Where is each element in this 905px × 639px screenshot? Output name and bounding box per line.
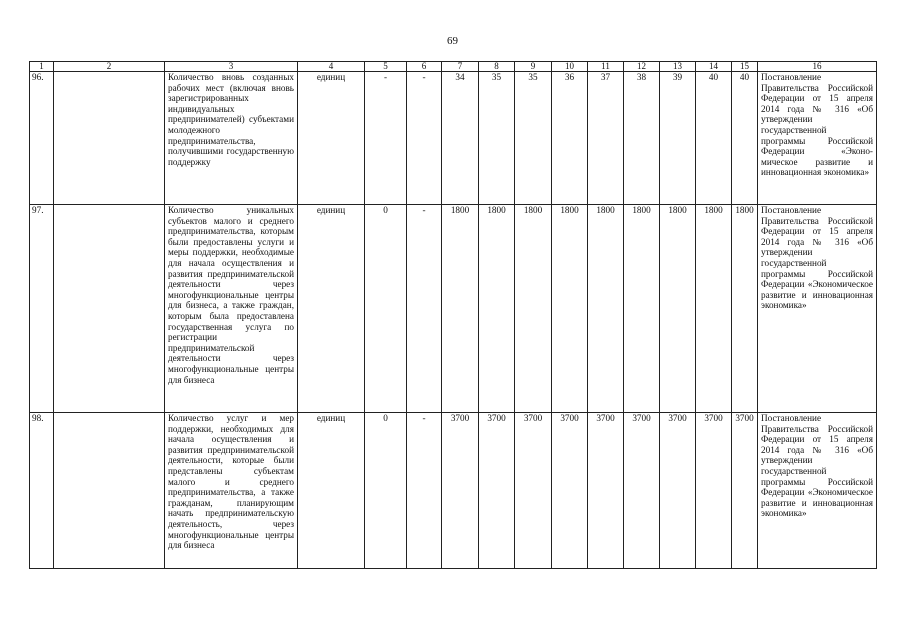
header-cell: 13 [660,62,696,72]
unit-cell: единиц [298,205,365,413]
value-cell: 1800 [588,205,624,413]
value-cell: 1800 [479,205,515,413]
table-header-row [30,62,877,72]
row-col2 [54,205,165,413]
value-cell: 3700 [479,413,515,569]
header-cell: 11 [588,62,624,72]
value-cell: 35 [479,72,515,205]
header-cell: 4 [298,62,365,72]
row-col2 [54,72,165,205]
source-document: Постановление Правительства Российской Федерации от 15 апреля 2014 года № 316 «Об утверждении государственной программы Российской Федерации «Экономическое развитие и инновационная экономика» [758,413,877,569]
value-cell: 3700 [552,413,588,569]
header-cell: 7 [442,62,479,72]
value-cell: 34 [442,72,479,205]
value-cell: 37 [588,72,624,205]
page-number: 69 [447,35,458,47]
value-cell: 35 [515,72,552,205]
value-cell: 38 [624,72,660,205]
table-row [30,413,877,569]
value-cell: 0 [365,413,407,569]
value-cell: 3700 [442,413,479,569]
indicator-name: Количество услуг и мер поддержки, необходимых для начала осуществления и развития предпринимательской деятельности, которые были представлены субъектам малого и среднего предпринимательства, а также гражданам, планирующим начать предпринимательскую деятельность, через многофункциональные центры для бизнеса [165,413,298,569]
value-cell: 1800 [732,205,758,413]
value-cell: 1800 [442,205,479,413]
value-cell: 40 [732,72,758,205]
header-cell: 15 [732,62,758,72]
value-cell: - [407,205,442,413]
header-cell: 6 [407,62,442,72]
value-cell: 3700 [588,413,624,569]
value-cell: - [407,413,442,569]
value-cell: 1800 [624,205,660,413]
header-cell: 12 [624,62,660,72]
header-cell: 1 [30,62,54,72]
value-cell: 3700 [624,413,660,569]
value-cell: 40 [696,72,732,205]
value-cell: 36 [552,72,588,205]
header-cell: 2 [54,62,165,72]
value-cell: 1800 [696,205,732,413]
indicator-name: Количество уникальных субъектов малого и среднего предпринимательства, которым были предоставлены услуги и меры поддержки, необходимые для начала осуществления и развития предпринимательской деятельности через многофункциональные центры для бизнеса, а также граждан, которым была предоставлена государственная услуга по регистрации предпринимательской деятельности через многофункциональные центры для бизнеса [165,205,298,413]
unit-cell: единиц [298,72,365,205]
row-col2 [54,413,165,569]
indicator-name: Количество вновь созданных рабочих мест (включая вновь зарегистрированных индивидуальных предпринимателей) субъектами молодежного предпринимательства, получившими государственную поддержку [165,72,298,205]
value-cell: - [407,72,442,205]
value-cell: 3700 [660,413,696,569]
indicators-table [29,61,877,569]
header-cell: 9 [515,62,552,72]
header-cell: 3 [165,62,298,72]
source-document: Постановление Правительства Российской Федерации от 15 апреля 2014 года № 316 «Об утверждении государственной программы Российской Федерации «Экономическое развитие и инновационная экономика» [758,205,877,413]
header-cell: 10 [552,62,588,72]
header-cell: 5 [365,62,407,72]
value-cell: - [365,72,407,205]
value-cell: 3700 [732,413,758,569]
table-row [30,205,877,413]
value-cell: 39 [660,72,696,205]
row-number: 96. [30,72,54,205]
table-row [30,72,877,205]
value-cell: 0 [365,205,407,413]
header-cell: 16 [758,62,877,72]
source-document: Постановление Правительства Российской Федерации от 15 апреля 2014 года № 316 «Об утверждении государственной программы Российской Федерации «Эконо-мическое развитие и инновационная экономика» [758,72,877,205]
value-cell: 1800 [515,205,552,413]
header-cell: 14 [696,62,732,72]
header-cell: 8 [479,62,515,72]
value-cell: 1800 [660,205,696,413]
value-cell: 3700 [696,413,732,569]
value-cell: 3700 [515,413,552,569]
value-cell: 1800 [552,205,588,413]
row-number: 98. [30,413,54,569]
unit-cell: единиц [298,413,365,569]
row-number: 97. [30,205,54,413]
